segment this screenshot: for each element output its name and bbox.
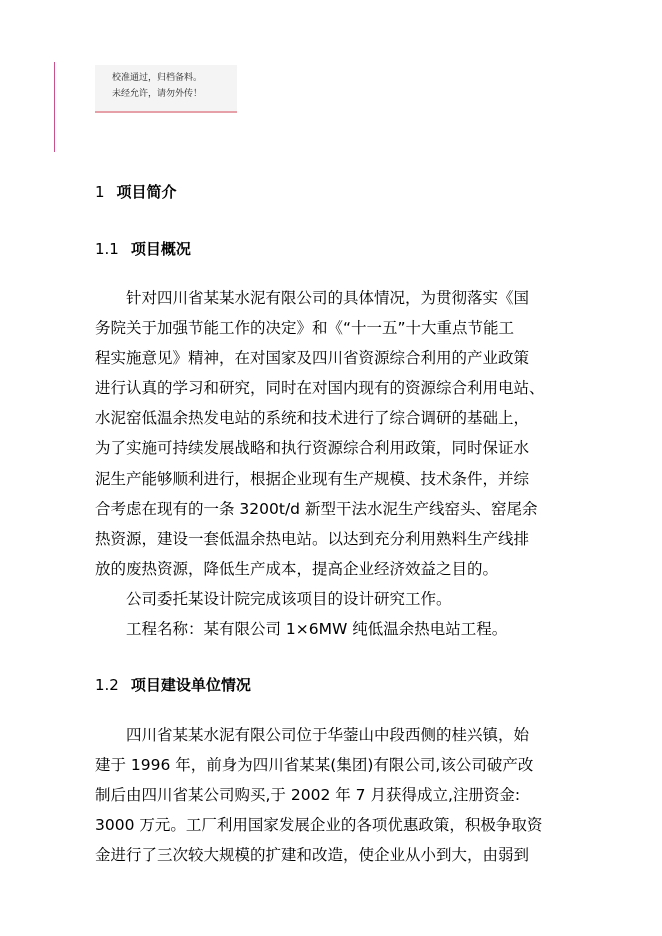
text-line: 公司委托某设计院完成该项目的设计研究工作。	[95, 589, 452, 608]
section-number: 1.1	[95, 240, 119, 258]
margin-line	[54, 62, 55, 152]
text-line: 泥生产能够顺利进行，根据企业现有生产规模、技术条件，并综	[95, 469, 530, 488]
text-line: 程实施意见》精神，在对国家及四川省资源综合利用的产业政策	[95, 349, 530, 368]
section-number: 1.2	[95, 676, 119, 694]
stamp-line-2: 未经允许，请勿外传！	[112, 89, 203, 99]
overview-paragraph	[95, 283, 605, 644]
section-number: 1	[95, 183, 105, 201]
section-title: 项目概况	[130, 240, 191, 258]
text-line: 针对四川省某某水泥有限公司的具体情况，为贯彻落实《国	[95, 289, 530, 307]
stamp-line-1: 校准通过，归档备料。	[112, 73, 203, 83]
text-line: 进行认真的学习和研究，同时在对国内现有的资源综合利用电站、	[95, 379, 545, 398]
text-line: 合考虑在现有的一条 3200t/d 新型干法水泥生产线窑头、窑尾余	[95, 499, 538, 518]
text-line: 热资源，建设一套低温余热电站。以达到充分利用熟料生产线排	[95, 529, 530, 548]
text-line: 四川省某某水泥有限公司位于华蓥山中段西侧的桂兴镇，始	[95, 726, 530, 744]
text-line: 工程名称：某有限公司 1×6MW 纯低温余热电站工程。	[95, 620, 508, 639]
text-line: 水泥窑低温余热发电站的系统和技术进行了综合调研的基础上，	[95, 409, 530, 428]
text-line: 金进行了三次较大规模的扩建和改造，使企业从小到大，由弱到	[95, 846, 530, 865]
text-line: 务院关于加强节能工作的决定》和《“十一五”十大重点节能工	[95, 319, 515, 338]
section-title: 项目建设单位情况	[130, 676, 251, 694]
section-heading-1-1	[95, 238, 191, 259]
text-line: 放的废热资源，降低生产成本，提高企业经济效益之目的。	[95, 559, 499, 578]
company-paragraph	[95, 720, 605, 870]
section-heading-1-2	[95, 674, 251, 695]
stamp-underline	[95, 111, 237, 113]
text-line: 制后由四川省某公司购买,于 2002 年 7 月获得成立,注册资金:	[95, 786, 521, 805]
text-line: 3000 万元。工厂利用国家发展企业的各项优惠政策，积极争取资	[95, 816, 543, 835]
text-line: 为了实施可持续发展战略和执行资源综合利用政策，同时保证水	[95, 439, 530, 458]
section-title: 项目简介	[116, 183, 177, 201]
text-line: 建于 1996 年，前身为四川省某某(集团)有限公司,该公司破产改	[95, 756, 534, 775]
stamp-note	[95, 65, 237, 111]
section-heading-1	[95, 181, 177, 202]
